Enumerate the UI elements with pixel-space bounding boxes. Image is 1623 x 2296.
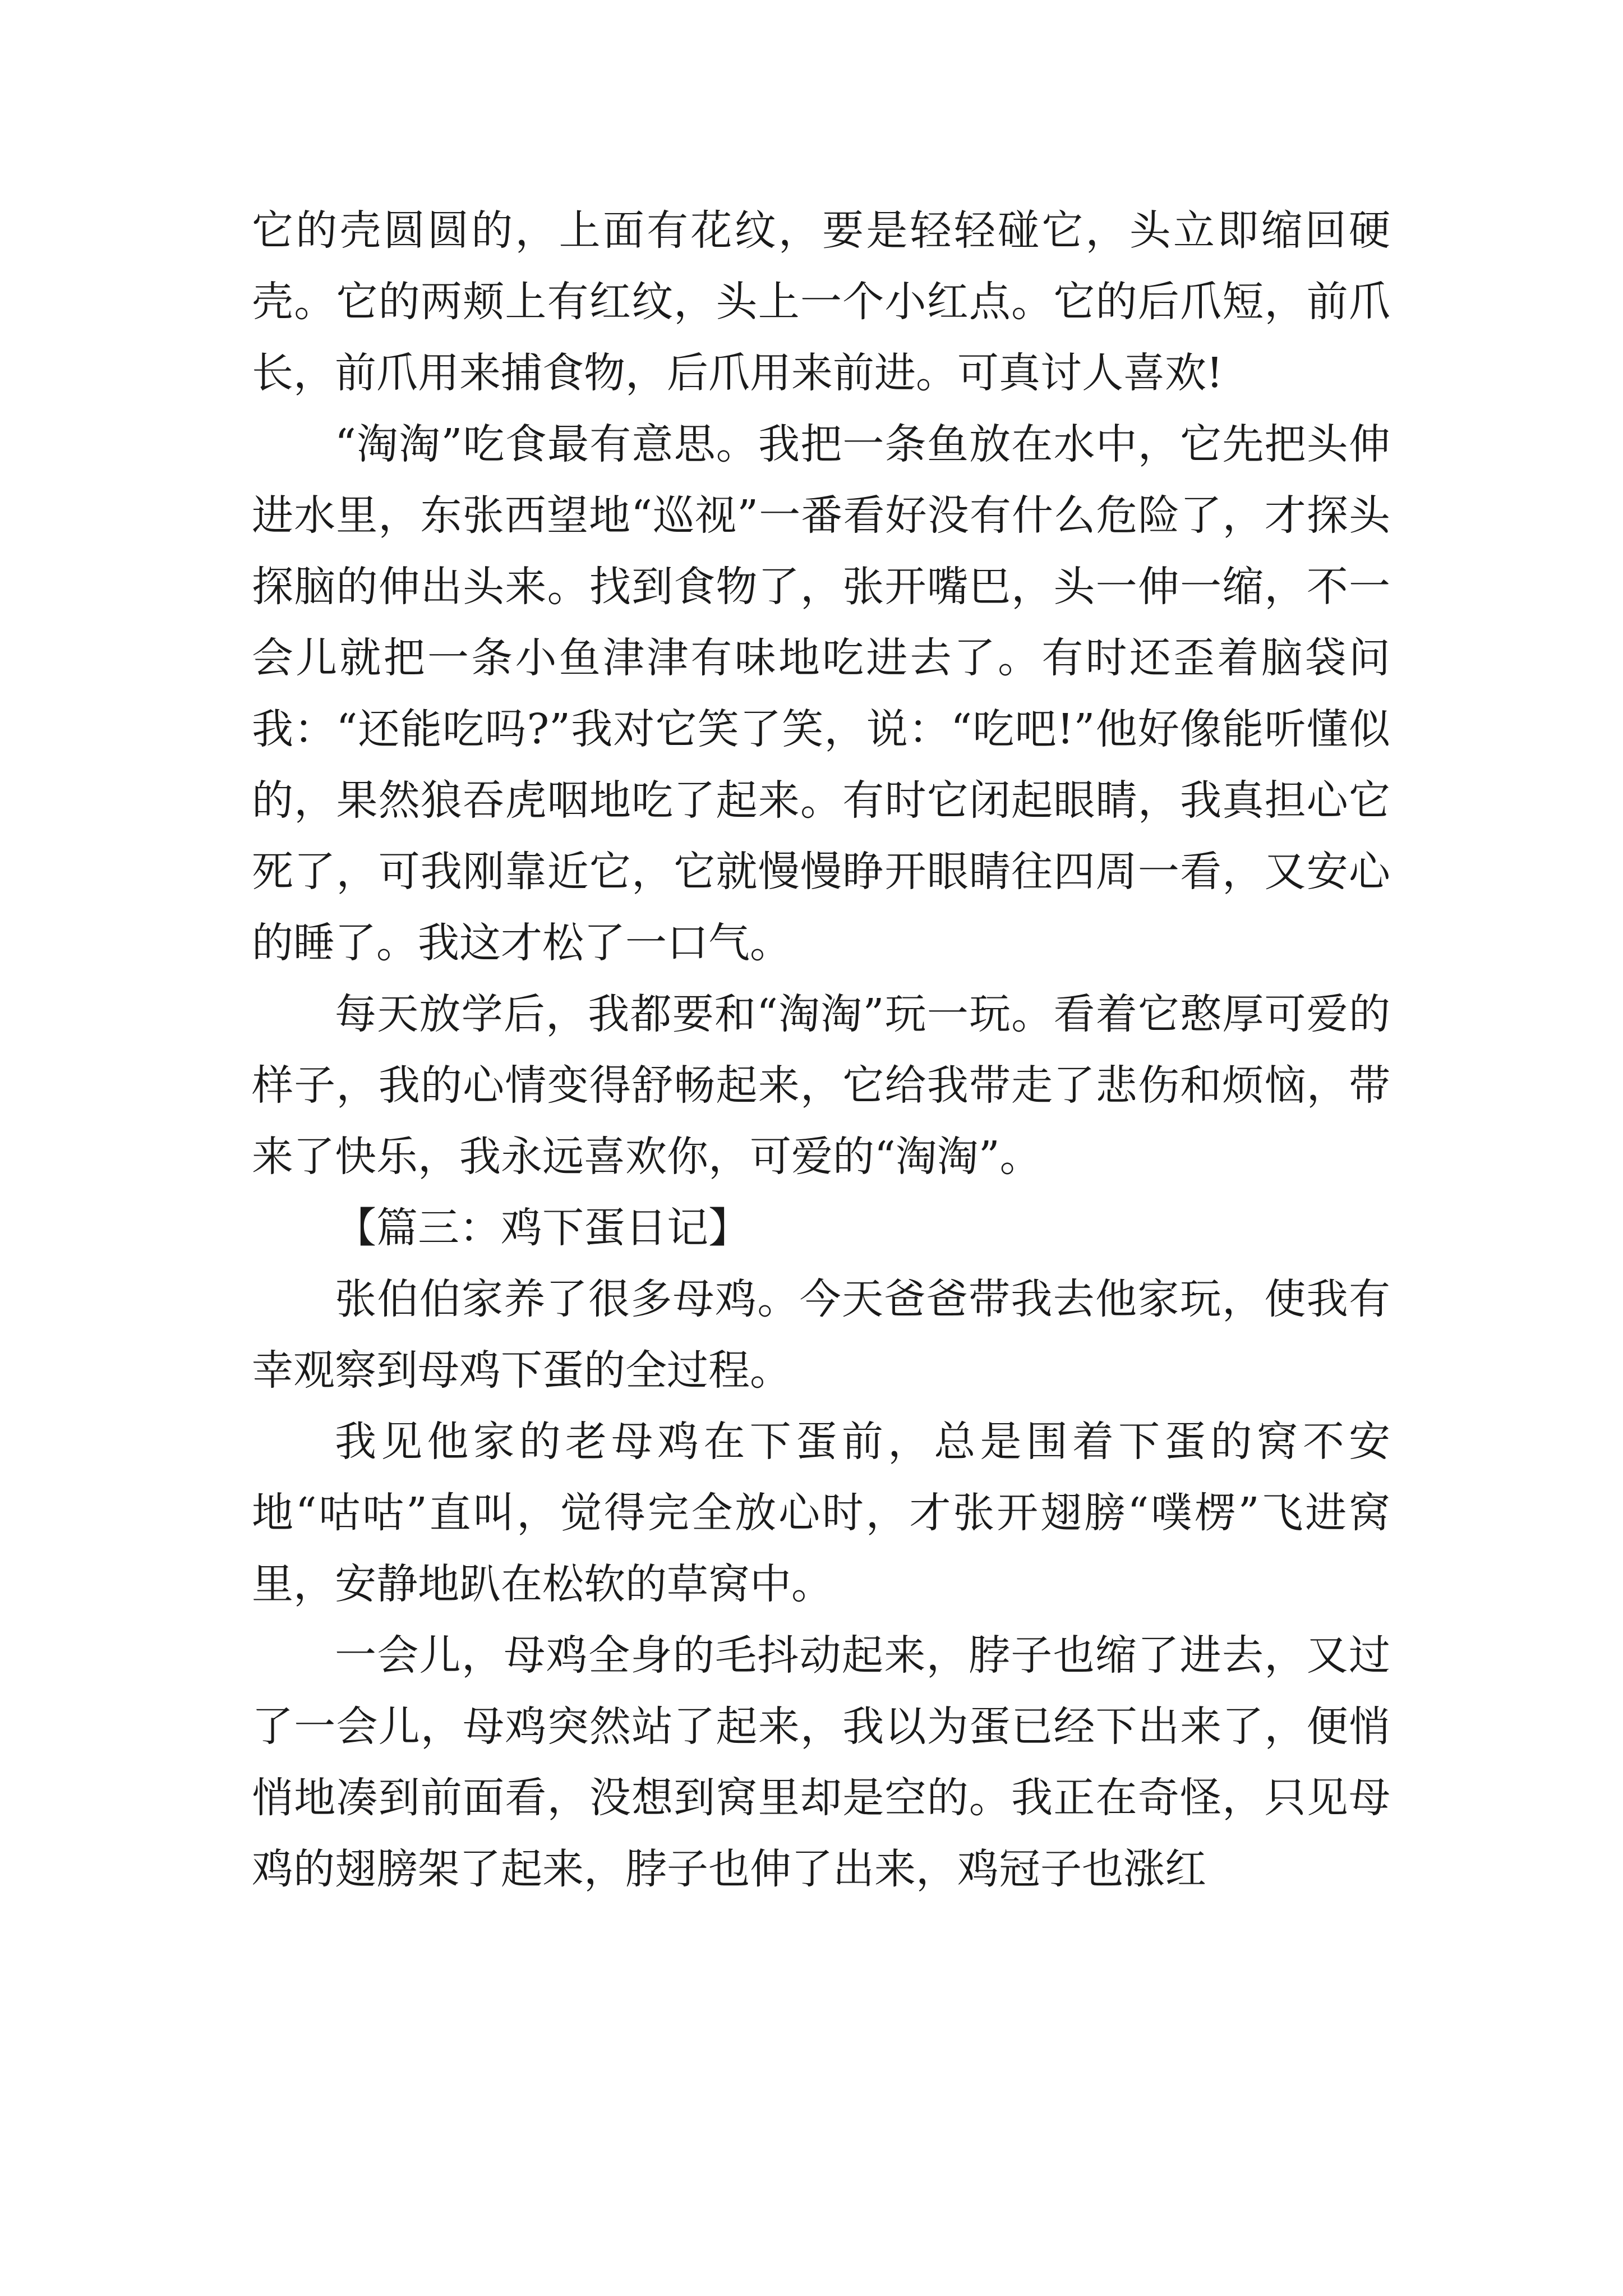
paragraph-turtle-eating: “淘淘”吃食最有意思。我把一条鱼放在水中，它先把头伸进水里，东张西望地“巡视”一番看好没有什么危险了，才探头探脑的伸出头来。找到食物了，张开嘴巴，头一伸一缩，不一会儿就把一条小鱼津津有味地吃进去了。有时还歪着脑袋问我：“还能吃吗?”我对它笑了笑，说：“吃吧!”他好像能听懂似的，果然狼吞虎咽地吃了起来。有时它闭起眼睛，我真担心它死了，可我刚靠近它，它就慢慢睁开眼睛往四周一看，又安心的睡了。我这才松了一口气。: [252, 420, 1390, 967]
paragraph-hen-laying: 一会儿，母鸡全身的毛抖动起来，脖子也缩了进去，又过了一会儿，母鸡突然站了起来，我以为蛋已经下出来了，便悄悄地凑到前面看，没想到窝里却是空的。我正在奇怪，只见母鸡的翅膀架了起来，脖子也伸了出来，鸡冠子也涨红: [252, 1631, 1390, 1893]
document-body: [252, 195, 1390, 1905]
paragraph-hen-before-laying: 我见他家的老母鸡在下蛋前，总是围着下蛋的窝不安地“咕咕”直叫，觉得完全放心时，才张开翅膀“噗楞”飞进窝里，安静地趴在松软的草窝中。: [252, 1418, 1390, 1608]
paragraph-turtle-appearance: 它的壳圆圆的，上面有花纹，要是轻轻碰它，头立即缩回硬壳。它的两颊上有红纹，头上一个小红点。它的后爪短，前爪长，前爪用来捕食物，后爪用来前进。可真讨人喜欢!: [252, 206, 1390, 397]
section-heading: 【篇三：鸡下蛋日记】: [335, 1204, 750, 1252]
paragraph-uncle-zhang: 张伯伯家养了很多母鸡。今天爸爸带我去他家玩，使我有幸观察到母鸡下蛋的全过程。: [252, 1275, 1390, 1395]
paragraph-after-school: 每天放学后，我都要和“淘淘”玩一玩。看着它憨厚可爱的样子，我的心情变得舒畅起来，它给我带走了悲伤和烦恼，带来了快乐，我永远喜欢你，可爱的“淘淘”。: [252, 990, 1390, 1181]
